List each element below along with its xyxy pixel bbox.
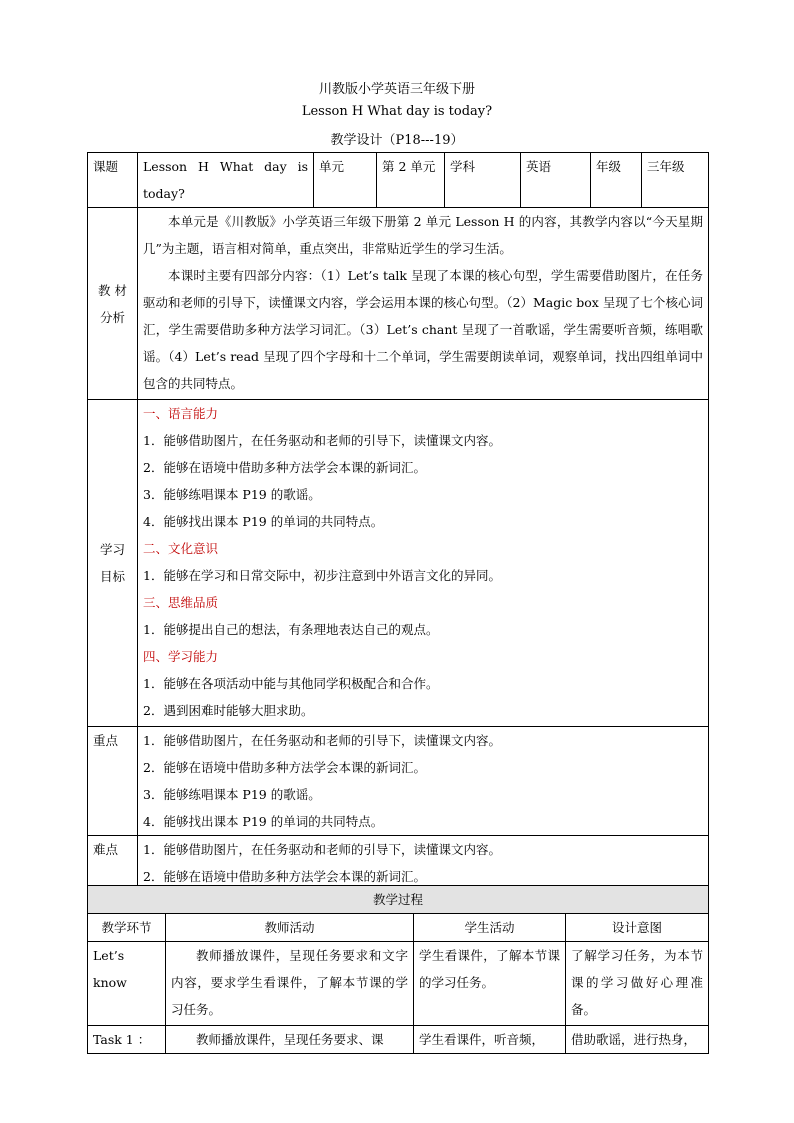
row-teacher: 教师播放课件，呈现任务要求和文字内容，要求学生看课件，了解本节课的学习任务。 (166, 942, 414, 1026)
grade-value: 三年级 (642, 153, 709, 208)
topic-value: Lesson H What day is today? (138, 153, 314, 208)
difficulty-item: 2．能够在语境中借助多种方法学会本课的新词汇。 (143, 869, 426, 884)
objective-heading-4: 四、学习能力 (143, 649, 219, 664)
objective-item: 1．能够在学习和日常交际中，初步注意到中外语言文化的异同。 (143, 568, 501, 583)
info-table (87, 152, 709, 891)
row-stage: Task 1 ： (88, 1026, 166, 1054)
analysis-content (138, 208, 709, 400)
analysis-para-1: 本单元是《川教版》小学英语三年级下册第 2 单元 Lesson H 的内容，其教学内容以“今天星期几”为主题，语言相对简单，重点突出，非常贴近学生的学习生活。 (143, 214, 703, 256)
header-student: 学生活动 (414, 914, 566, 942)
key-points-content (138, 727, 709, 836)
difficulty-item: 1．能够借助图片，在任务驱动和老师的引导下，读懂课文内容。 (143, 842, 501, 857)
objective-item: 3．能够练唱课本 P19 的歌谣。 (143, 487, 321, 502)
header-purpose: 设计意图 (566, 914, 709, 942)
row-purpose: 了解学习任务，为本节课的学习做好心理准备。 (566, 942, 709, 1026)
unit-value: 第 2 单元 (377, 153, 445, 208)
key-points-label: 重点 (88, 727, 138, 836)
objective-item: 1．能够在各项活动中能与其他同学积极配合和合作。 (143, 676, 439, 691)
row-student: 学生看课件，了解本节课的学习任务。 (414, 942, 566, 1026)
objectives-label: 学习 目标 (88, 400, 138, 727)
header-stage: 教学环节 (88, 914, 166, 942)
doc-title: 川教版小学英语三年级下册 (318, 82, 475, 97)
analysis-row (88, 208, 709, 400)
objective-heading-3: 三、思维品质 (143, 595, 219, 610)
row-stage: Let’s know (88, 942, 166, 1026)
objectives-row (88, 400, 709, 727)
process-header-row (88, 914, 709, 942)
lesson-title: Lesson H What day is today? (301, 104, 493, 119)
info-row (88, 153, 709, 208)
row-purpose: 借助歌谣，进行热身， (566, 1026, 709, 1054)
key-point-item: 4．能够找出课本 P19 的单词的共同特点。 (143, 814, 384, 829)
objective-item: 4．能够找出课本 P19 的单词的共同特点。 (143, 514, 384, 529)
objectives-content (138, 400, 709, 727)
difficulties-content (138, 836, 709, 891)
process-table (87, 885, 709, 1054)
analysis-label: 教 材 分析 (88, 208, 138, 400)
key-point-item: 3．能够练唱课本 P19 的歌谣。 (143, 787, 321, 802)
objective-item: 1．能够提出自己的想法，有条理地表达自己的观点。 (143, 622, 439, 637)
grade-label: 年级 (591, 153, 642, 208)
difficulties-row (88, 836, 709, 891)
objective-item: 2．能够在语境中借助多种方法学会本课的新词汇。 (143, 460, 426, 475)
process-title-row (88, 886, 709, 914)
process-row (88, 942, 709, 1026)
objective-heading-1: 一、语言能力 (143, 406, 219, 421)
difficulties-label: 难点 (88, 836, 138, 891)
key-point-item: 2．能够在语境中借助多种方法学会本课的新词汇。 (143, 760, 426, 775)
objective-heading-2: 二、文化意识 (143, 541, 219, 556)
row-student: 学生看课件，听音频， (414, 1026, 566, 1054)
process-row (88, 1026, 709, 1054)
subject-value: 英语 (521, 153, 591, 208)
design-title: 教学设计（P18---19） (330, 133, 464, 148)
row-teacher: 教师播放课件，呈现任务要求、课 (166, 1026, 414, 1054)
topic-label: 课题 (88, 153, 138, 208)
process-title: 教学过程 (88, 886, 709, 914)
subject-label: 学科 (445, 153, 521, 208)
objective-item: 1．能够借助图片，在任务驱动和老师的引导下，读懂课文内容。 (143, 433, 501, 448)
analysis-para-2: 本课时主要有四部分内容：（1）Let’s talk 呈现了本课的核心句型，学生需要借助图片，在任务驱动和老师的引导下，读懂课文内容，学会运用本课的核心句型。（2）Magic box 呈现了七个核心词汇，学生需要借助多种方法学习词汇。（3）Let’s chant 呈现了一首歌谣，学生需要听音频，练唱歌谣。（4）Let’s read 呈现了四个字母和十二个单词，学生需要朗读单词，观察单词，找出四组单词中包含的共同特点。 (143, 268, 703, 391)
objective-item: 2．遇到困难时能够大胆求助。 (143, 703, 314, 718)
header-teacher: 教师活动 (166, 914, 414, 942)
key-points-row (88, 727, 709, 836)
unit-label: 单元 (314, 153, 377, 208)
key-point-item: 1．能够借助图片，在任务驱动和老师的引导下，读懂课文内容。 (143, 733, 501, 748)
